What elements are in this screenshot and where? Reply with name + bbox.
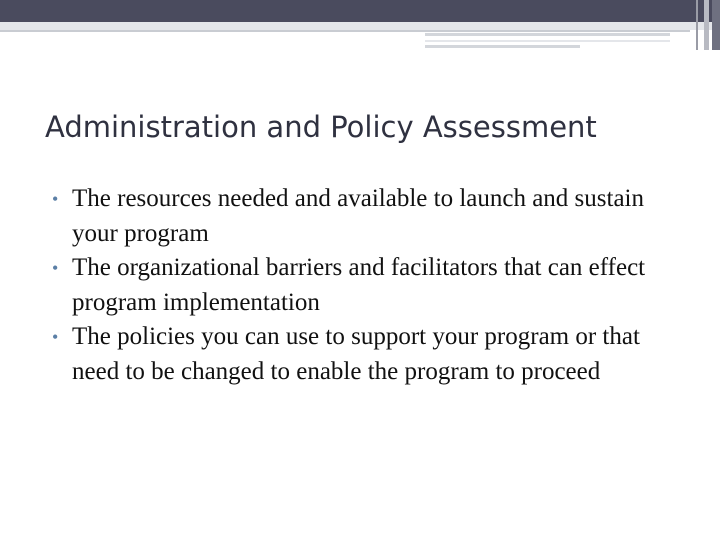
header-stripe — [425, 40, 670, 42]
header-band — [0, 0, 720, 22]
header-divider-thin — [0, 30, 690, 32]
slide-title: Administration and Policy Assessment — [45, 110, 597, 144]
header-accent-bar — [696, 0, 698, 50]
bullet-item — [52, 251, 682, 320]
bullet-text: The policies you can use to support your program or that need to be changed to enable the program to proceed — [72, 323, 640, 385]
bullet-icon: • — [52, 327, 59, 347]
bullet-list — [52, 182, 682, 389]
header-stripe — [425, 45, 580, 48]
bullet-text: The resources needed and available to launch and sustain your program — [72, 185, 644, 247]
bullet-item — [52, 182, 682, 251]
bullet-icon: • — [52, 258, 59, 278]
bullet-item — [52, 320, 682, 389]
header-stripe — [425, 33, 670, 36]
header-divider — [0, 22, 720, 30]
bullet-text: The organizational barriers and facilitators that can effect program implementation — [72, 254, 646, 316]
bullet-icon: • — [52, 189, 59, 209]
header-accent-bar — [712, 0, 720, 50]
header-accent-bar — [704, 0, 709, 50]
